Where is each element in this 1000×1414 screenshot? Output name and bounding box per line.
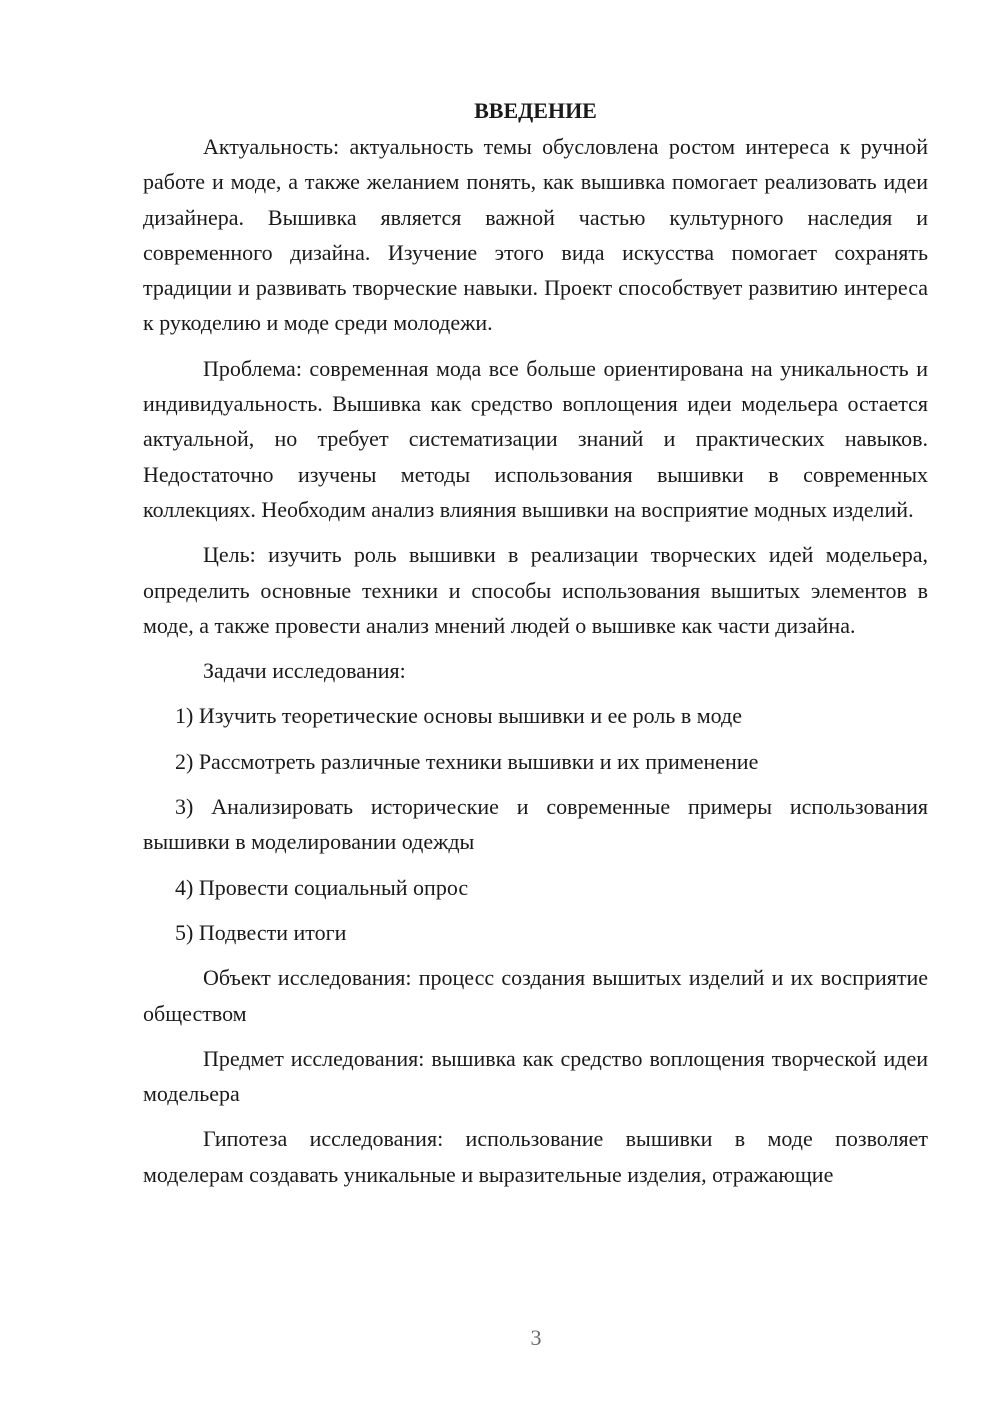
paragraph-relevance: Актуальность: актуальность темы обусловлена ростом интереса к ручной работе и моде, а также желанием понять, как вышивка помогает реализовать идеи дизайнера. Вышивка является важной частью культурного наследия и современного дизайна. Изучение этого вида искусства помогает сохранять традиции и развивать творческие навыки. Проект способствует развитию интереса к рукоделию и моде среди молодежи.	[143, 134, 928, 336]
task-item-5: 5) Подвести итоги	[175, 919, 347, 945]
task-item-2: 2) Рассмотреть различные техники вышивки и их применение	[175, 748, 759, 774]
task-item-3: 3) Анализировать исторические и современные примеры использования вышивки в моделировании одежды	[143, 794, 928, 855]
document-page	[143, 95, 928, 1202]
task-item-4: 4) Провести социальный опрос	[175, 874, 469, 900]
paragraph-problem: Проблема: современная мода все больше ориентирована на уникальность и индивидуальность. Вышивка как средство воплощения идеи модельера остается актуальной, но требует систематизации знаний и практических навыков. Недостаточно изучены методы использования вышивки в современных коллекциях. Необходим анализ влияния вышивки на восприятие модных изделий.	[143, 355, 928, 522]
section-title: ВВЕДЕНИЕ	[474, 98, 597, 123]
paragraph-tasks-heading: Задачи исследования:	[203, 658, 406, 684]
page-number: 3	[530, 1325, 542, 1350]
task-item-1: 1) Изучить теоретические основы вышивки и ее роль в моде	[175, 703, 742, 729]
paragraph-subject: Предмет исследования: вышивка как средство воплощения творческой идеи модельера	[143, 1045, 928, 1107]
paragraph-hypothesis: Гипотеза исследования: использование вышивки в моде позволяет моделерам создавать уникальные и выразительные изделия, отражающие	[143, 1126, 928, 1187]
paragraph-goal: Цель: изучить роль вышивки в реализации творческих идей модельера, определить основные техники и способы использования вышитых элементов в моде, а также провести анализ мнений людей о вышивке как части дизайна.	[143, 542, 928, 638]
paragraph-object: Объект исследования: процесс создания вышитых изделий и их восприятие обществом	[143, 965, 928, 1026]
